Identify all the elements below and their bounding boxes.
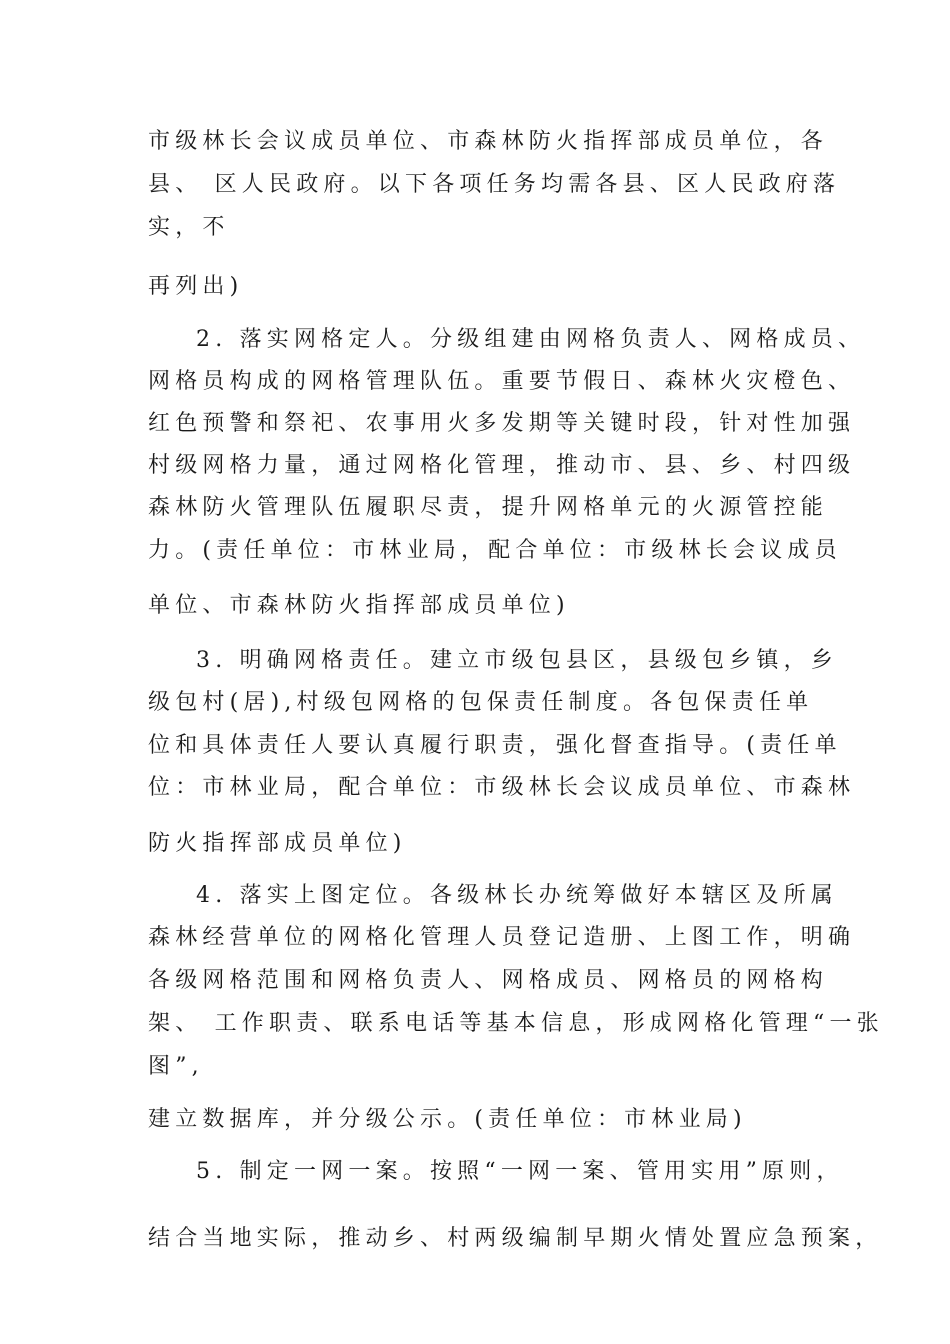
item-3-line-5: 防火指挥部成员单位) — [148, 831, 407, 856]
item-3-line-4: 位：市林业局，配合单位：市级林长会议成员单位、市森林 — [148, 775, 856, 800]
item-4-line-1: 4. 落实上图定位。各级林长办统筹做好本辖区及所属 — [196, 883, 838, 908]
item-5-line-1: 5. 制定一网一案。按照“一网一案、管用实用”原则， — [196, 1159, 844, 1184]
item-2-line-2: 网格员构成的网格管理队伍。重要节假日、森林火灾橙色、 — [148, 369, 856, 394]
item-2-line-5: 森林防火管理队伍履职尽责，提升网格单元的火源管控能 — [148, 495, 829, 520]
item-2-line-1: 2. 落实网格定人。分级组建由网格负责人、网格成员、 — [196, 327, 866, 352]
text-line-4: 再列出) — [148, 274, 244, 299]
item-2-line-3: 红色预警和祭祀、农事用火多发期等关键时段，针对性加强 — [148, 411, 856, 436]
text-line-2: 县、 区人民政府。以下各项任务均需各县、区人民政府落 — [148, 172, 841, 197]
text-line-1: 市级林长会议成员单位、市森林防火指挥部成员单位，各 — [148, 129, 829, 154]
item-2-line-4: 村级网格力量，通过网格化管理，推动市、县、乡、村四级 — [148, 453, 856, 478]
item-3-line-3: 位和具体责任人要认真履行职责，强化督查指导。(责任单 — [148, 733, 842, 758]
item-4-line-5: 图”, — [148, 1054, 204, 1079]
item-4-line-4: 架、 工作职责、联系电话等基本信息，形成网格化管理“一张 — [148, 1011, 884, 1036]
item-4-line-6: 建立数据库，并分级公示。(责任单位：市林业局) — [148, 1107, 747, 1132]
text-line-3: 实，不 — [148, 215, 230, 240]
item-4-line-2: 森林经营单位的网格化管理人员登记造册、上图工作，明确 — [148, 925, 856, 950]
item-2-line-7: 单位、市森林防火指挥部成员单位) — [148, 593, 570, 618]
item-3-line-2: 级包村(居),村级包网格的包保责任制度。各包保责任单 — [148, 690, 814, 715]
item-5-line-2: 结合当地实际，推动乡、村两级编制早期火情处置应急预案， — [148, 1226, 883, 1251]
item-2-line-6: 力。(责任单位：市林业局，配合单位：市级林长会议成员 — [148, 538, 842, 563]
item-3-line-1: 3. 明确网格责任。建立市级包县区，县级包乡镇，乡 — [196, 648, 838, 673]
item-4-line-3: 各级网格范围和网格负责人、网格成员、网格员的网格构 — [148, 968, 829, 993]
